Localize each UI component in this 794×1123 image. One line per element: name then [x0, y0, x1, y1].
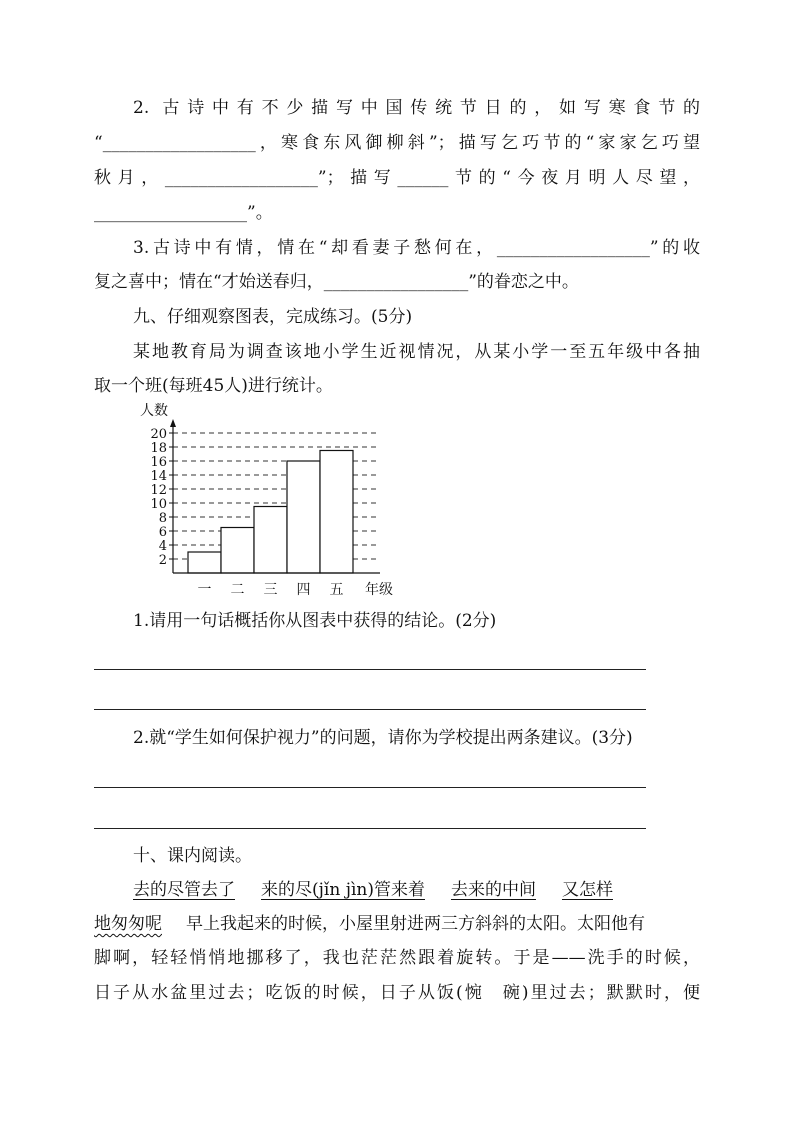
bar-5	[320, 451, 353, 574]
x-tick-label: 一	[197, 582, 212, 598]
poem-q2-line-3: 秋月，__________________”；描写______节的“今夜月明人尽望，	[94, 168, 700, 188]
wavy-underlined-phrase: 地匆匆呢	[94, 914, 162, 934]
poem-q2-line-2: “__________________，寒食东风御柳斜”；描写乞巧节的“家家乞巧望	[94, 133, 700, 153]
poem-q3-line-2: 复之喜中；情在“才始送春归，_________________”的眷恋之中。	[94, 272, 579, 292]
answer-line-1[interactable]	[94, 669, 646, 670]
section9-intro-line-2: 取一个班(每班45人)进行统计。	[94, 376, 333, 396]
reading-line-2-rest: 早上我起来的时候，小屋里射进两三方斜斜的太阳。太阳他有	[186, 914, 645, 934]
y-tick-label: 20	[150, 427, 167, 442]
x-tick-label: 五	[329, 582, 344, 598]
y-tick-label: 14	[150, 469, 167, 484]
section9-intro-line-1: 某地教育局为调查该地小学生近视情况，从某小学一至五年级中各抽	[133, 342, 700, 362]
y-tick-label: 18	[150, 441, 167, 456]
bar-4	[287, 461, 320, 573]
poem-q3-line-1: 3.古诗中有情，情在“却看妻子愁何在，__________________”的收	[133, 238, 700, 258]
y-tick-label: 16	[150, 455, 167, 470]
bar-1	[188, 552, 221, 573]
y-tick-label: 8	[158, 511, 167, 526]
bar-3	[254, 507, 287, 574]
underlined-phrase-3: 去来的中间	[450, 880, 536, 900]
poem-q2-line-4: __________________”。	[94, 203, 273, 223]
section9-question-1: 1.请用一句话概括你从图表中获得的结论。(2分)	[133, 611, 497, 631]
underlined-phrase-2: 来的尽(jǐn jìn)管来着	[261, 880, 425, 900]
x-tick-label: 二	[230, 582, 245, 598]
answer-line-4[interactable]	[94, 828, 646, 829]
underlined-phrase-1: 去的尽管去了	[133, 880, 235, 900]
reading-line-1	[133, 878, 613, 902]
section9-question-2: 2.就“学生如何保护视力”的问题，请你为学校提出两条建议。(3分)	[133, 728, 633, 748]
underlined-phrase-4: 又怎样	[561, 880, 613, 900]
reading-line-3: 脚啊，轻轻悄悄地挪移了，我也茫茫然跟着旋转。于是——洗手的时候，	[94, 948, 700, 968]
poem-q2-line-1: 2. 古诗中有不少描写中国传统节日的，如写寒食节的	[133, 98, 700, 118]
y-tick-label: 6	[158, 525, 167, 540]
section9-title: 九、仔细观察图表，完成练习。(5分)	[133, 307, 413, 327]
reading-line-4: 日子从水盆里过去；吃饭的时候，日子从饭(惋 碗)里过去；默默时，便	[94, 983, 700, 1003]
myopia-bar-chart	[130, 397, 420, 607]
y-tick-label: 2	[158, 553, 167, 568]
y-tick-label: 4	[158, 539, 167, 554]
x-tick-label: 三	[263, 582, 278, 598]
x-tick-label: 四	[296, 582, 311, 598]
y-tick-label: 12	[150, 483, 167, 498]
bar-2	[221, 528, 254, 574]
reading-line-2	[94, 912, 645, 936]
answer-line-3[interactable]	[94, 787, 646, 788]
answer-line-2[interactable]	[94, 709, 646, 710]
x-axis-label: 年级	[365, 582, 393, 598]
y-tick-label: 10	[150, 497, 167, 512]
section10-title: 十、课内阅读。	[133, 846, 252, 866]
y-axis-arrow	[170, 419, 176, 427]
y-axis-label: 人数	[140, 403, 168, 419]
